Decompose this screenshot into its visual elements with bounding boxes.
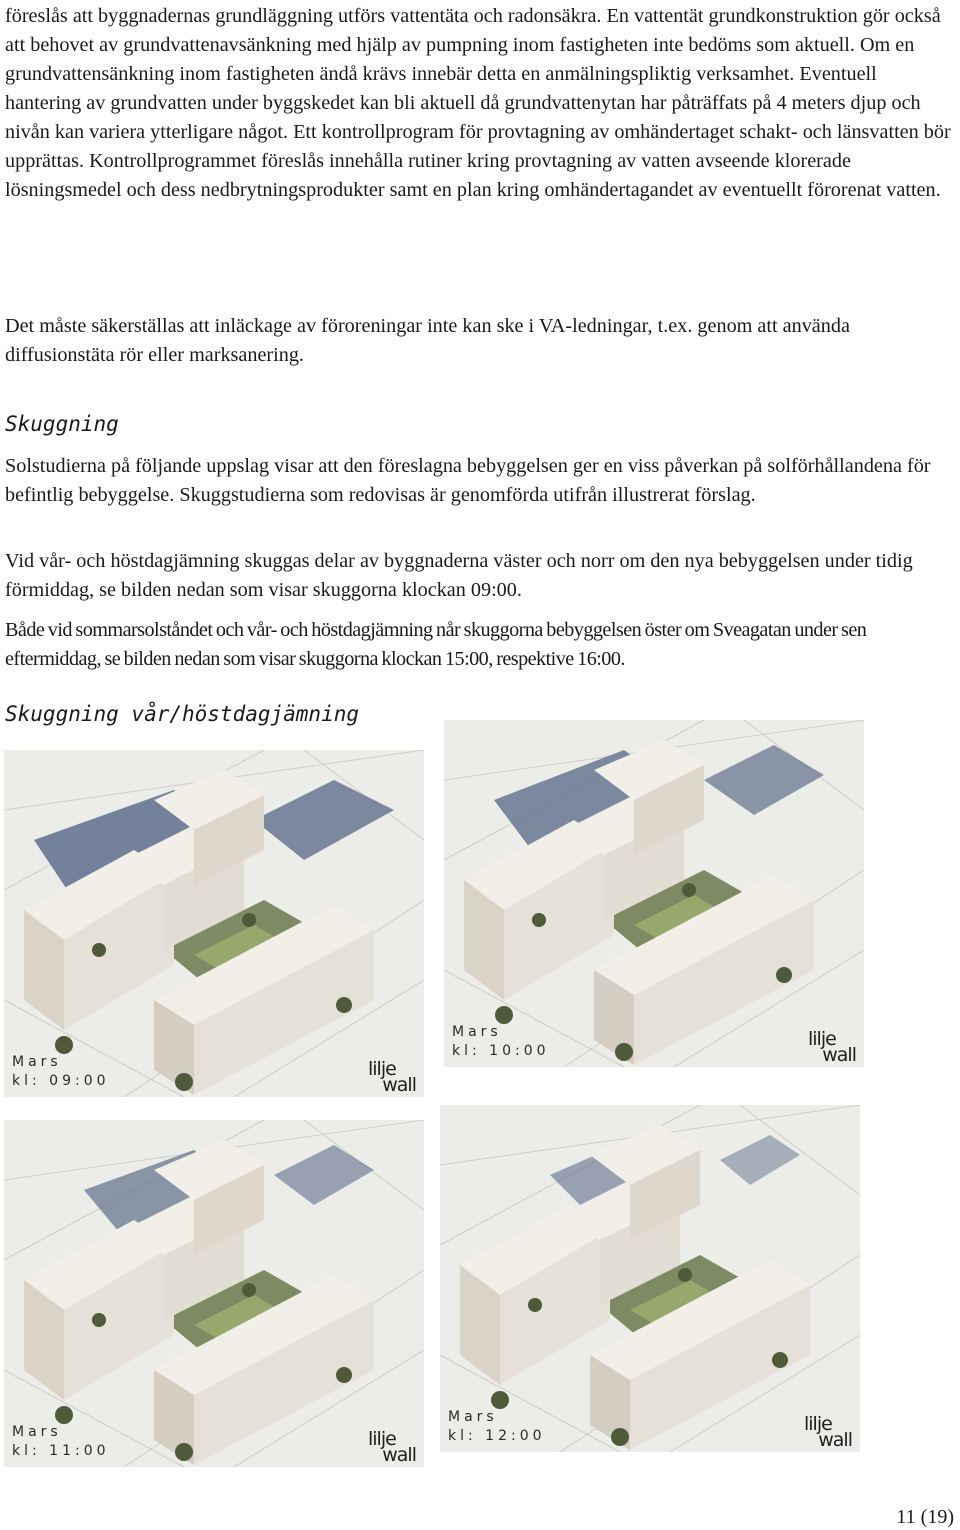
body-paragraph-2: Det måste säkerställas att inläckage av föroreningar inte kan ske i VA-ledningar, t.ex. genom att använda diffusionstäta rör eller marksanering. <box>5 315 850 366</box>
section-paragraph-3: Både vid sommarsolståndet och vår- och höstdagjämning når skuggorna bebyggelsen öster om Sveagatan under sen eftermiddag, se bilden nedan som visar skuggorna klockan 15:00, respektive 16:00. <box>5 619 867 670</box>
logo-text-bottom: wall <box>382 1444 416 1466</box>
subsection-heading: Skuggning vår/höstdagjämning <box>5 702 360 726</box>
body-paragraph-1: föreslås att byggnadernas grundläggning utförs vattentäta och radonsäkra. En vattentät grundkonstruktion gör också att behovet av grundvattenavsänkning med hjälp av pumpning inom fastigheten inte bedöms som aktuell. Om en grundvattensänkning inom fastigheten ändå krävs innebär detta en anmälningspliktig verksamhet. Eventuell hantering av grundvatten under byggskedet kan bli aktuell då grundvattenytan har påträffats på 4 meters djup och nivån kan variera ytterligare något. Ett kontrollprogram för provtagning av omhändertaget schakt- och länsvatten bör upprättas. Kontrollprogrammet föreslås innehålla rutiner kring provtagning av vatten avseende klorerade lösningsmedel och dess nedbrytningsprodukter samt en plan kring omhändertagandet av eventuellt förorenat vatten. <box>5 5 951 201</box>
liljewall-logo <box>368 1428 416 1466</box>
aerial-render-image <box>440 1105 860 1452</box>
shadow-study-render-1200 <box>440 1105 860 1452</box>
page-number: 11 (19) <box>896 1506 954 1528</box>
render-caption <box>448 1408 546 1446</box>
render-caption <box>452 1023 550 1061</box>
caption-time: kl: 09:00 <box>12 1073 110 1089</box>
aerial-render-image <box>4 1120 424 1467</box>
logo-text-top: lilje <box>368 1428 396 1450</box>
logo-text-top: lilje <box>804 1413 832 1435</box>
logo-text-bottom: wall <box>822 1044 856 1066</box>
liljewall-logo <box>808 1028 856 1066</box>
caption-month: Mars <box>452 1024 502 1040</box>
logo-text-bottom: wall <box>382 1074 416 1096</box>
logo-text-top: lilje <box>368 1058 396 1080</box>
section-heading: Skuggning <box>5 412 119 436</box>
section-paragraph-1: Solstudierna på följande uppslag visar att den föreslagna bebyggelsen ger en viss påverkan på solförhållandena för befintlig bebyggelse. Skuggstudierna som redovisas är genomförda utifrån illustrerat förslag. <box>5 455 931 506</box>
logo-text-top: lilje <box>808 1028 836 1050</box>
caption-month: Mars <box>12 1424 62 1440</box>
aerial-render-image <box>4 750 424 1097</box>
logo-text-bottom: wall <box>818 1429 852 1451</box>
aerial-render-image <box>444 720 864 1067</box>
shadow-study-render-0900 <box>4 750 424 1097</box>
caption-time: kl: 10:00 <box>452 1043 550 1059</box>
shadow-study-render-1100 <box>4 1120 424 1467</box>
render-caption <box>12 1423 110 1461</box>
shadow-study-render-1000 <box>444 720 864 1067</box>
caption-time: kl: 12:00 <box>448 1428 546 1444</box>
caption-month: Mars <box>448 1409 498 1425</box>
caption-month: Mars <box>12 1054 62 1070</box>
caption-time: kl: 11:00 <box>12 1443 110 1459</box>
render-caption <box>12 1053 110 1091</box>
liljewall-logo <box>804 1413 852 1451</box>
section-paragraph-2: Vid vår- och höstdagjämning skuggas delar av byggnaderna väster och norr om den nya bebyggelsen under tidig förmiddag, se bilden nedan som visar skuggorna klockan 09:00. <box>5 550 913 601</box>
liljewall-logo <box>368 1058 416 1096</box>
